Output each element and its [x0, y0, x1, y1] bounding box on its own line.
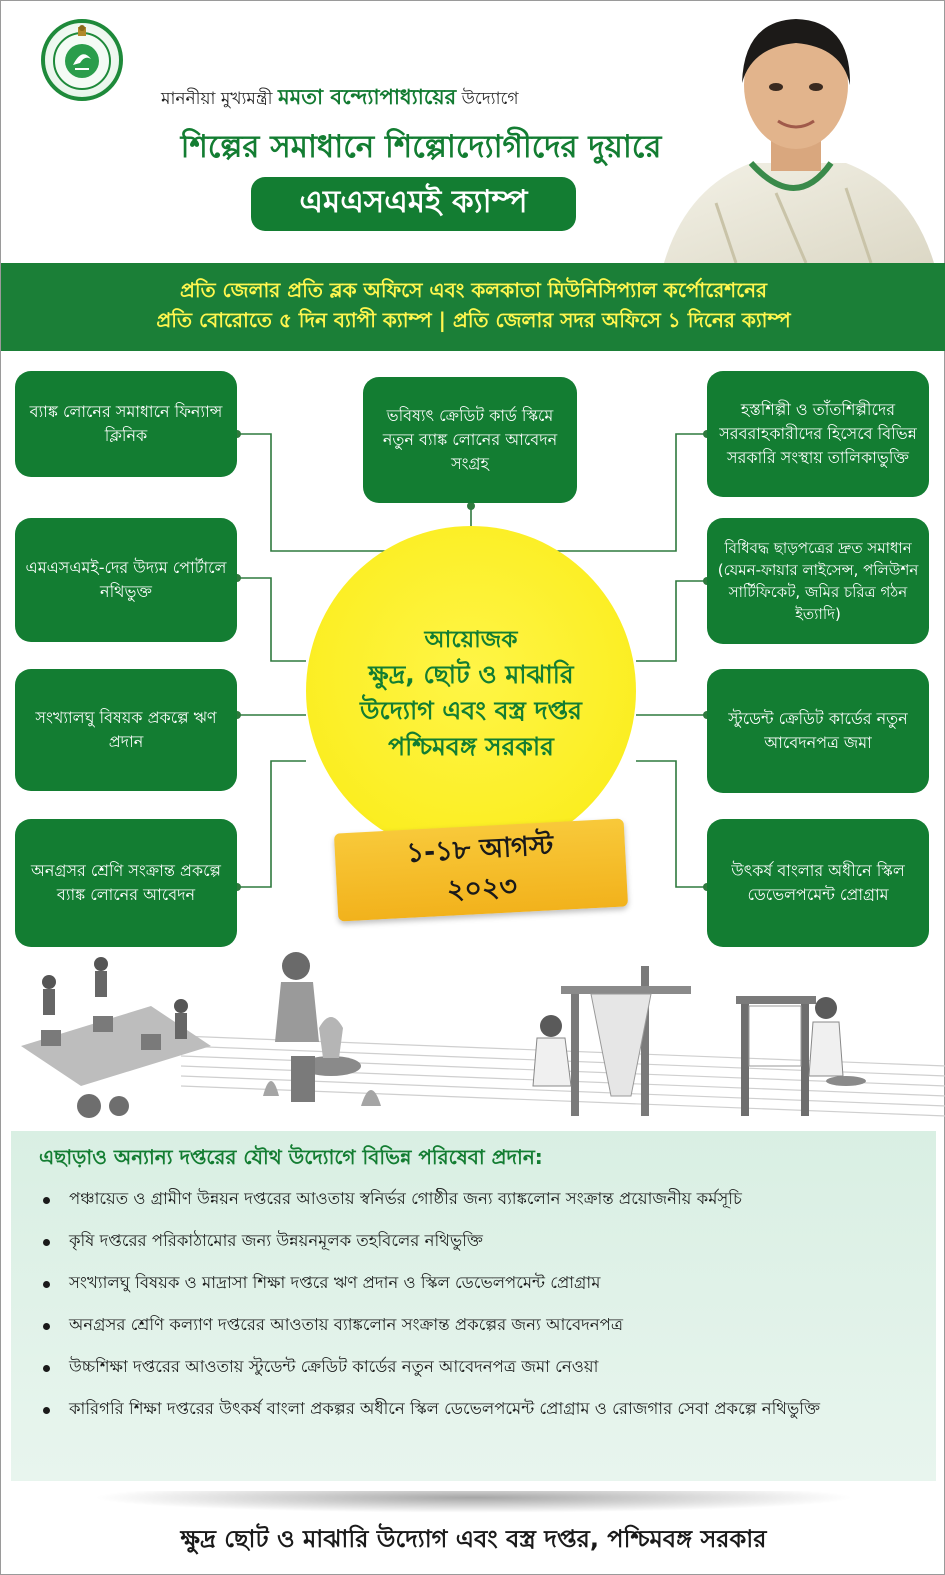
- service-future-credit-card: ভবিষ্যৎ ক্রেডিট কার্ড স্কিমে নতুন ব্যাঙ্ক লোনের আবেদন সংগ্রহ: [363, 377, 577, 503]
- list-item-text: কারিগরি শিক্ষা দপ্তরের উৎকর্ষ বাংলা প্রকল্পর অধীনে স্কিল ডেভেলপমেন্ট প্রোগ্রাম ও রোজগার সেবা প্রকল্পে নথিভুক্তি: [69, 1399, 821, 1418]
- list-item-text: সংখ্যালঘু বিষয়ক ও মাদ্রাসা শিক্ষা দপ্তরে ঋণ প্রদান ও স্কিল ডেভেলপমেন্ট প্রোগ্রাম: [69, 1273, 601, 1292]
- banner-line-2: প্রতি বোরোতে ৫ দিন ব্যাপী ক্যাম্প | প্রতি জেলার সদর অফিসে ১ দিনের ক্যাম্প: [156, 308, 791, 332]
- organizer-line-1: ক্ষুদ্র, ছোট ও মাঝারি: [368, 660, 574, 689]
- bullet-icon: [43, 1239, 50, 1246]
- intro-line: [161, 81, 681, 116]
- list-item: [39, 1396, 929, 1422]
- west-bengal-emblem-icon: [41, 19, 123, 101]
- service-artisan-enlistment: হস্তশিল্পী ও তাঁতশিল্পীদের সরবরাহকারীদের হিসেবে বিভিন্ন সরকারি সংস্থায় তালিকাভুক্তি: [707, 371, 929, 497]
- bullet-icon: [43, 1365, 50, 1372]
- footer-shadow: [91, 1491, 856, 1513]
- service-skill-development: উৎকর্ষ বাংলার অধীনে স্কিল ডেভেলপমেন্ট প্রোগ্রাম: [707, 819, 929, 947]
- footer-department: ক্ষুদ্র ছোট ও মাঝারি উদ্যোগ এবং বস্ত্র দপ্তর, পশ্চিমবঙ্গ সরকার: [180, 1525, 767, 1553]
- service-finance-clinic: ব্যাঙ্ক লোনের সমাধানে ফিন্যান্স ক্লিনিক: [15, 371, 237, 477]
- other-services-panel: [11, 1131, 936, 1481]
- list-item-text: উচ্চশিক্ষা দপ্তরের আওতায় স্টুডেন্ট ক্রেডিট কার্ডের নতুন আবেদনপত্র জমা নেওয়া: [69, 1357, 599, 1376]
- chief-minister-portrait: [656, 13, 936, 263]
- bullet-icon: [43, 1323, 50, 1330]
- list-item: [39, 1228, 929, 1254]
- intro-suffix: উদ্যোগে: [461, 89, 519, 109]
- factory-illustration-icon: [21, 957, 211, 1118]
- organizer-label: আয়োজক: [424, 627, 518, 653]
- intro-prefix: মাননীয়া মুখ্যমন্ত্রী: [161, 89, 273, 109]
- date-range: ১-১৮ আগস্ট: [405, 830, 555, 869]
- industry-illustration: [1, 946, 945, 1136]
- bullet-icon: [43, 1407, 50, 1414]
- service-statutory-clearance: বিধিবদ্ধ ছাড়পত্রের দ্রুত সমাধান (যেমন-ফায়ার লাইসেন্স, পলিউশন সার্টিফিকেট, জমির চরিত্র গঠন ইত্যাদি): [707, 518, 929, 644]
- bullet-icon: [43, 1197, 50, 1204]
- banner-line-1: প্রতি জেলার প্রতি ব্লক অফিসে এবং কলকাতা মিউনিসিপ্যাল কর্পোরেশনের: [179, 278, 768, 302]
- organizer-line-2: উদ্যোগ এবং বস্ত্র দপ্তর: [360, 696, 582, 725]
- other-services-list: [39, 1186, 929, 1438]
- list-item-text: কৃষি দপ্তরের পরিকাঠামোর জন্য উন্নয়নমূলক তহবিলের নথিভুক্তি: [69, 1231, 483, 1250]
- list-item-text: অনগ্রসর শ্রেণি কল্যাণ দপ্তরের আওতায় ব্যাঙ্কলোন সংক্রান্ত প্রকল্পের জন্য আবেদনপত্র: [69, 1315, 623, 1334]
- service-backward-class-loan: অনগ্রসর শ্রেণি সংক্রান্ত প্রকল্পে ব্যাঙ্ক লোনের আবেদন: [15, 819, 237, 947]
- service-minority-loan: সংখ্যালঘু বিষয়ক প্রকল্পে ঋণ প্রদান: [15, 669, 237, 791]
- list-item: [39, 1354, 929, 1380]
- list-item: [39, 1186, 929, 1212]
- camp-info-banner: [1, 263, 945, 351]
- service-udyam-registration: এমএসএমই-দের উদ্যম পোর্টালে নথিভুক্ত: [15, 518, 237, 642]
- weaver-illustration-icon: [533, 966, 691, 1116]
- bullet-icon: [43, 1281, 50, 1288]
- organizer-line-3: পশ্চিমবঙ্গ সরকার: [388, 732, 554, 761]
- tagline: শিল্পের সমাধানে শিল্পোদ্যোগীদের দুয়ারে: [180, 129, 662, 165]
- other-services-heading: এছাড়াও অন্যান্য দপ্তরের যৌথ উদ্যোগে বিভিন্ন পরিষেবা প্রদান:: [39, 1145, 543, 1169]
- camp-title-badge: এমএসএমই ক্যাম্প: [251, 177, 576, 231]
- date-ribbon: [334, 818, 628, 921]
- date-year: ২০২৩: [446, 871, 518, 906]
- chief-minister-name: মমতা বন্দ্যোপাধ্যায়ের: [277, 85, 457, 109]
- list-item-text: পঞ্চায়েত ও গ্রামীণ উন্নয়ন দপ্তরের আওতায় স্বনির্ভর গোষ্ঠীর জন্য ব্যাঙ্কলোন সংক্রান্ত প্রয়োজনীয় কর্মসূচি: [69, 1189, 742, 1208]
- list-item: [39, 1270, 929, 1296]
- service-student-credit-card: স্টুডেন্ট ক্রেডিট কার্ডের নতুন আবেদনপত্র জমা: [707, 669, 929, 793]
- list-item: [39, 1312, 929, 1338]
- organizer-block: [306, 623, 636, 765]
